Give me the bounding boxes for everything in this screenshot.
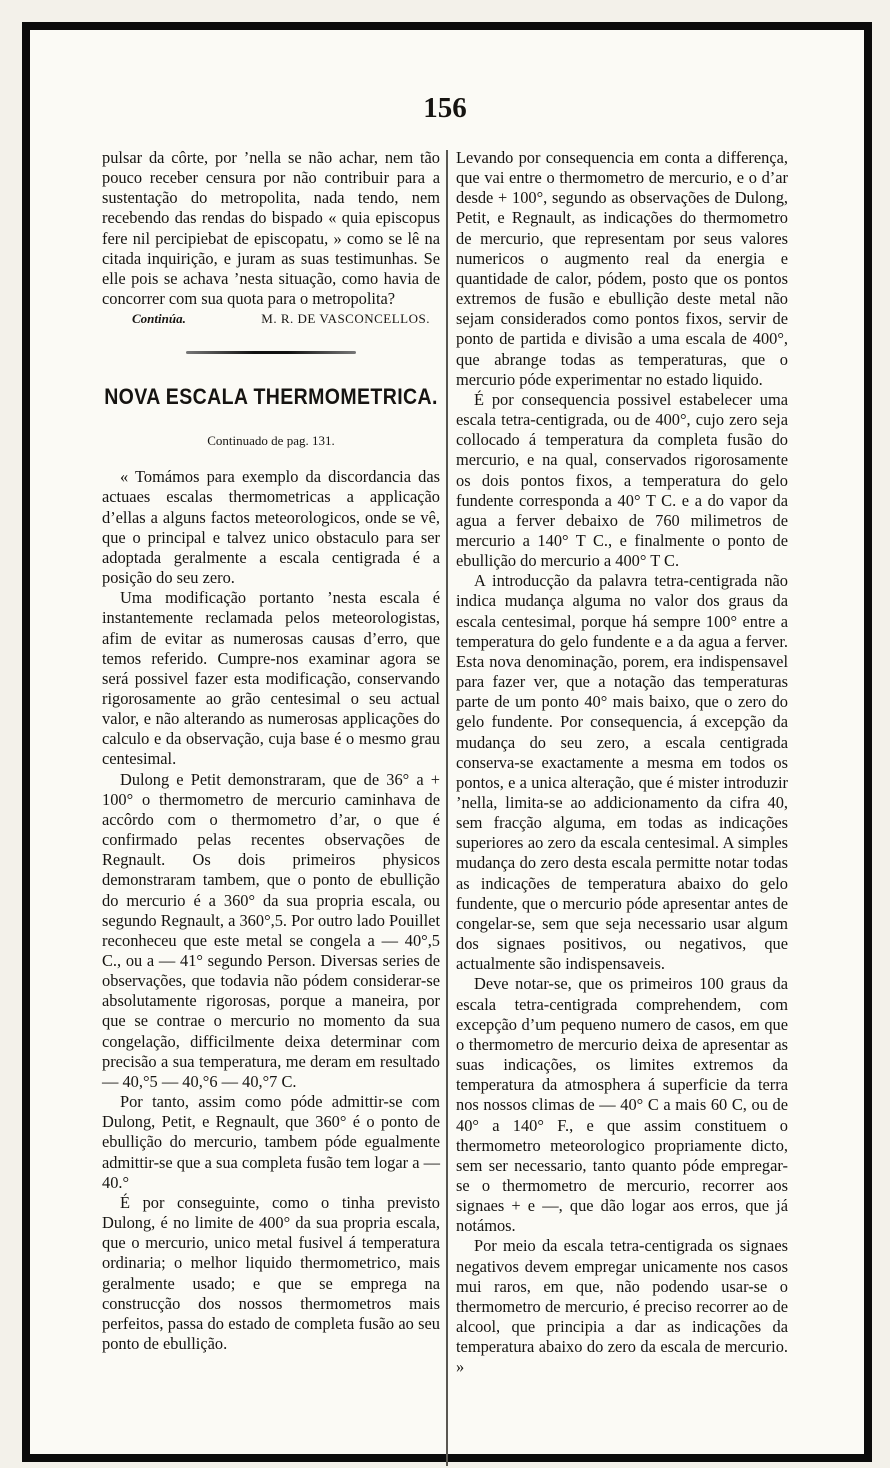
paragraph: A introducção da palavra tetra-centigrada não indica mudança alguma no valor dos graus da escala centesimal, porque há sempre 100° entre a temperatura do gelo fundente e a da agua a ferver. Esta nova denominação, porem, era indispensavel para fazer ver, que a notação das temperaturas parte de um ponto 40° mais baixo, que o zero do gelo fundente. Por consequencia, á excepção da mudança do seu zero, a escala centigrada conserva-se exactamente a mesma em todos os pontos, e a unica alteração, que é mister introduzir ’nella, limita-se ao addicionamento da cifra 40, sem fracção alguma, em todas as indicações superiores ao zero da escala centesimal. A simples mudança do zero desta escala permitte notar todas as indicações de temperatura abaixo do gelo fundente, que o mercurio póde apresentar antes de congelar-se, sem que seja necessario usar algum dos signaes positivos, ou negativos, que actualmente são indispensaveis.: [456, 571, 788, 974]
left-column: [102, 148, 440, 1354]
opening-paragraph: pulsar da côrte, por ’nella se não achar, nem tão pouco receber censura por não contribuir para a sustentação do metropolita, nada tendo, nem recebendo das rendas do bispado « quia episcopus fere nil percipiebat de episcopatu, » como se lê na citada inquirição, e juram as suas testimunhas. Se elle pois se achava ’nesta situação, como havia de concorrer com sua quota para o metropolita?: [102, 148, 440, 309]
signature-line: [102, 309, 440, 329]
section-title: NOVA ESCALA THERMOMETRICA.: [104, 384, 438, 410]
paragraph: Dulong e Petit demonstraram, que de 36° a + 100° o thermometro de mercurio caminhava de accôrdo com o thermometro d’ar, o que é confirmado pelas recentes observações de Regnault. Os dois primeiros physicos demonstraram tambem, que o ponto de ebullição do mercurio é a 360° da sua propria escala, ou segundo Regnault, a 360°,5. Por outro lado Pouillet reconheceu que este metal se congela a — 40°,5 C., ou a — 41° segundo Person. Diversas series de observações, que todavia não pódem considerar-se absolutamente rigorosas, porque a maneira, por que se contrae o mercurio no momento da sua congelação, difficilmente deixa determinar com precisão a sua temperatura, me deram em resultado — 40,°5 — 40,°6 — 40,°7 C.: [102, 769, 440, 1091]
paragraph: Por meio da escala tetra-centigrada os signaes negativos devem empregar unicamente nos casos mui raros, em que, não podendo usar-se o thermometro de mercurio, é preciso recorrer ao de alcool, que principia a dar as indicações da temperatura abaixo do zero da escala de mercurio. »: [456, 1236, 788, 1377]
paragraph: É por consequencia possivel estabelecer uma escala tetra-centigrada, ou de 400°, cujo zero seja collocado á temperatura da completa fusão do mercurio, e na qual, conservados rigorosamente os dois pontos fixos, a temperatura do gelo fundente corresponda a 40° T C. e a do vapor da agua a ferver debaixo de 760 milimetros de mercurio a 140° T C., e finalmente o ponto de ebullição do mercurio a 400° T C.: [456, 389, 788, 571]
paragraph: Uma modificação portanto ’nesta escala é instantemente reclamada pelos meteorologistas, afim de evitar as numerosas causas d’erro, que temos referido. Cumpre-nos examinar agora se será possivel fazer esta modificação, conservando rigorosamente ao grão centesimal o seu actual valor, e não alterando as numerosas applicações do calculo e da observação, cuja base é o mesmo grau centesimal.: [102, 588, 440, 769]
article-body-left: [102, 467, 440, 1354]
continued-note: Continuado de pag. 131.: [207, 433, 335, 449]
column-divider: [446, 150, 448, 1466]
continua-note: Continúa.: [132, 311, 186, 327]
right-column: [456, 148, 788, 1378]
page-number: 156: [423, 92, 467, 124]
paragraph: É por conseguinte, como o tinha previsto Dulong, é no limite de 400° da sua propria escala, que o mercurio, unico metal fusivel á temperatura ordinaria; o melhor liquido thermometrico, mais geralmente usado; e que se emprega na construcção dos nossos thermometros mais perfeitos, passa do estado de completa fusão ao seu ponto de ebullição.: [102, 1192, 440, 1353]
paragraph: « Tomámos para exemplo da discordancia das actuaes escalas thermometricas a applicação d’ellas a alguns factos meteorologicos, onde se vê, que o principal e talvez unico obstaculo para ser adoptada geralmente a escala centigrada é a posição do seu zero.: [102, 467, 440, 588]
author-signature: M. R. DE VASCONCELLOS.: [261, 311, 430, 327]
section-divider: [186, 351, 356, 354]
paragraph: Por tanto, assim como póde admittir-se com Dulong, Petit, e Regnault, que 360° é o ponto de ebullição do mercurio, tambem póde egualmente admittir-se que a sua completa fusão tem logar a — 40.°: [102, 1092, 440, 1192]
paragraph: Deve notar-se, que os primeiros 100 graus da escala tetra-centigrada comprehendem, com excepção d’um pequeno numero de casos, em que o thermometro de mercurio deixa de apresentar as suas indicações, os limites extremos da temperatura da atmosphera á superficie da terra nos nossos climas de — 40° C a mais 60 C, ou de 40° a 140° F., e que assim constituem o thermometro meteorologico propriamente dicto, sem ser necessario, tanto quanto póde empregar-se o thermometro de mercurio, recorrer aos signaes + e —, que dão logar aos erros, que já notámos.: [456, 974, 788, 1236]
paragraph: Levando por consequencia em conta a differença, que vai entre o thermometro de mercurio, e o d’ar desde + 100°, segundo as observações de Dulong, Petit, e Regnault, as indicações do thermometro de mercurio, que representam por seus valores numericos o augmento real da energia e quantidade de calor, pódem, posto que os pontos extremos de fusão e ebullição deste metal não sejam considerados como pontos fixos, servir de ponto de partida e divisão a uma escala de 400°, que abrange todas as temperaturas, que o mercurio póde experimentar no estado liquido.: [456, 148, 788, 389]
